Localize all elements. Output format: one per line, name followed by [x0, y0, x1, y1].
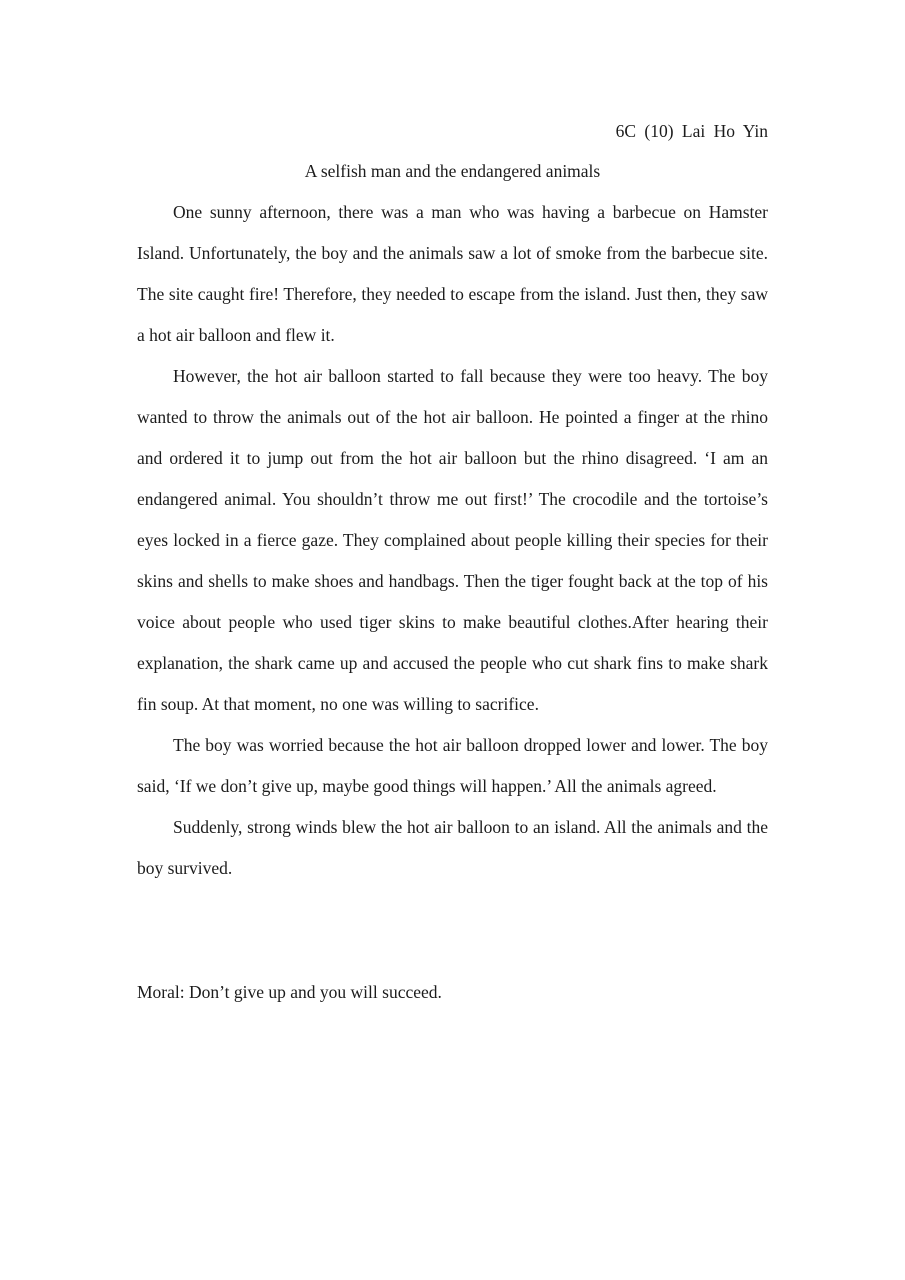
author-line: 6C (10) Lai Ho Yin: [615, 121, 768, 141]
paragraph-2: However, the hot air balloon started to fall because they were too heavy. The boy wanted to throw the animals out of the hot air balloon. He pointed a finger at the rhino and ordered it to jump out from the hot air balloon but the rhino disagreed. ‘I am an endangered animal. You shouldn’t throw me out first!’ The crocodile and the tortoise’s eyes locked in a fierce gaze. They complained about people killing their species for their skins and shells to make shoes and handbags. Then the tiger fought back at the top of his voice about people who used tiger skins to make beautiful clothes.After hearing their explanation, the shark came up and accused the people who cut shark fins to make shark fin soup. At that moment, no one was willing to sacrifice.: [137, 366, 768, 714]
story-body: [137, 192, 768, 889]
story-title: A selfish man and the endangered animals: [304, 161, 601, 181]
moral-line: Moral: Don’t give up and you will succeed.: [137, 982, 442, 1002]
paragraph-4: Suddenly, strong winds blew the hot air balloon to an island. All the animals and the boy survived.: [137, 817, 768, 878]
paragraph-1: One sunny afternoon, there was a man who was having a barbecue on Hamster Island. Unfortunately, the boy and the animals saw a lot of smoke from the barbecue site. The site caught fire! Therefore, they needed to escape from the island. Just then, they saw a hot air balloon and flew it.: [137, 202, 768, 345]
paragraph-3: The boy was worried because the hot air balloon dropped lower and lower. The boy said, ‘If we don’t give up, maybe good things will happen.’ All the animals agreed.: [137, 735, 768, 796]
